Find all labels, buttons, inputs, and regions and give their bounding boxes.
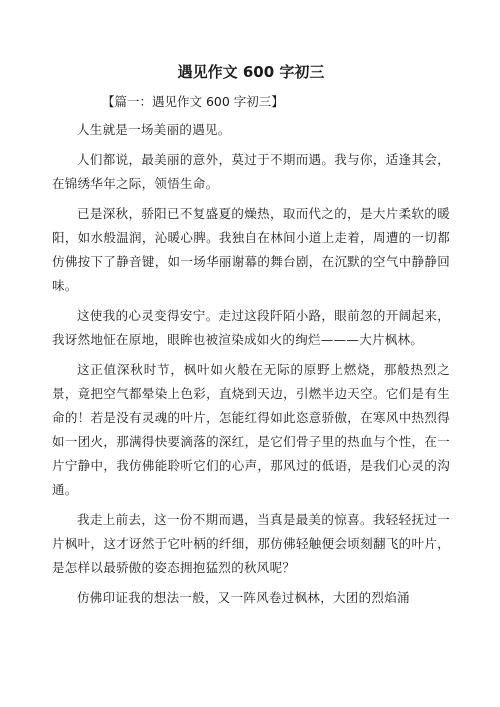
document-subtitle: 【篇一：遇见作文 600 字初三】 bbox=[102, 94, 284, 109]
paragraph: 仿佛印证我的想法一般，又一阵风卷过枫林，大团的烈焰涌 bbox=[77, 590, 410, 605]
paragraph: 这使我的心灵变得安宁。走过这段阡陌小路，眼前忽的开阔起来，我讶然地怔在原地，眼眸也被渲染成如火的绚烂———大片枫林。 bbox=[52, 308, 450, 347]
paragraph: 这正值深秋时节，枫叶如火般在无际的原野上燃烧，那般热烈之景，竟把空气都晕染上色彩，直烧到天边，引燃半边天空。它们是有生命的！若是没有灵魂的叶片，怎能红得如此恣意骄傲，在寒风中热烈得如一团火，那满得快要滴落的深红，是它们骨子里的热血与个性，在一片宁静中，我仿佛能聆听它们的心声，那风过的低语，是我们心灵的沟通。 bbox=[52, 362, 450, 497]
paragraph: 我走上前去，这一份不期而遇，当真是最美的惊喜。我轻轻抚过一片枫叶，这才讶然于它叶柄的纤细，那仿佛轻触便会顷刻翻飞的叶片，是怎样以最骄傲的姿态拥抱猛烈的秋风呢？ bbox=[52, 512, 450, 575]
paragraph: 人生就是一场美丽的遇见。 bbox=[77, 122, 231, 137]
paragraph: 已是深秋，骄阳已不复盛夏的燥热，取而代之的，是大片柔软的暖阳，如水般温润，沁暖心脾。我独自在林间小道上走着，周遭的一切都仿佛按下了静音键，如一场华丽谢幕的舞台剧，在沉默的空气中静静回味。 bbox=[52, 206, 450, 293]
document-title: 遇见作文 600 字初三 bbox=[177, 63, 325, 81]
paragraph: 人们都说，最美丽的意外，莫过于不期而遇。我与你，适逢其会，在锦绣华年之际，领悟生命。 bbox=[52, 152, 450, 191]
